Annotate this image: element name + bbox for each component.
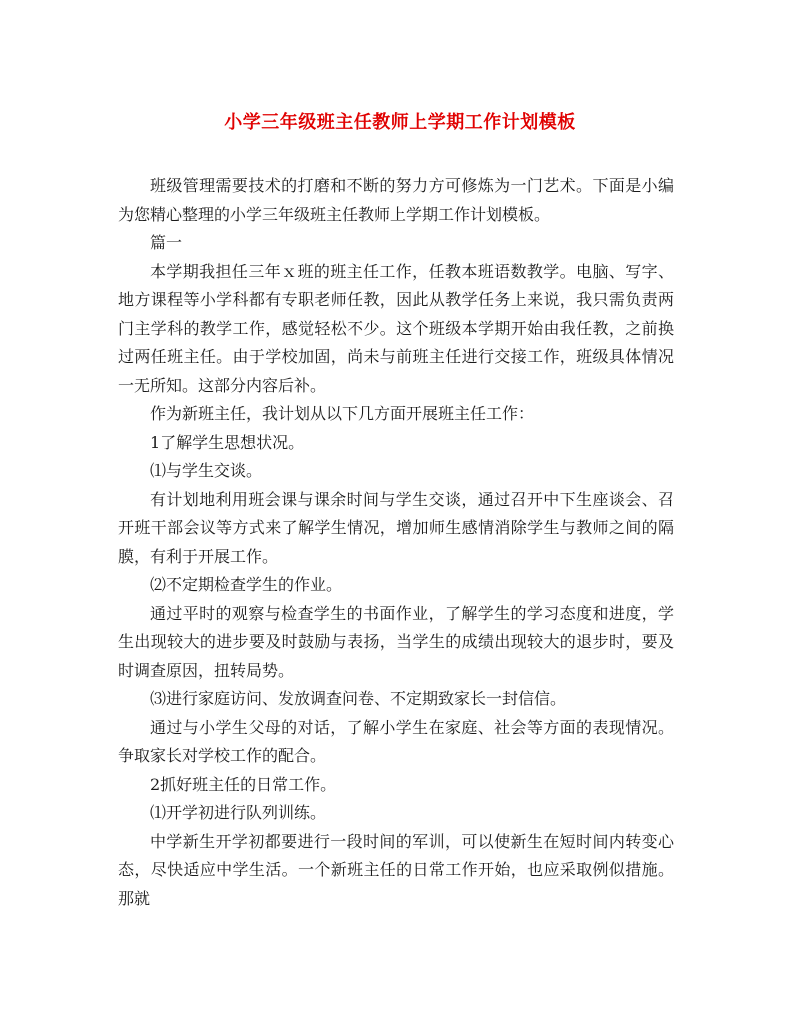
sub-item-1: ⑴与学生交谈。 [150, 461, 263, 480]
document-title: 小学三年级班主任教师上学期工作计划模板 [224, 112, 576, 133]
paragraph-plan-intro: 作为新班主任，我计划从以下几方面开展班主任工作： [150, 404, 535, 423]
document-body [118, 172, 674, 913]
sub-item-drill: ⑴开学初进行队列训练。 [150, 803, 327, 822]
sub-item-2: ⑵不定期检查学生的作业。 [150, 575, 343, 594]
sub-item-3: ⑶进行家庭访问、发放调查问卷、不定期致家长一封信信。 [150, 689, 567, 708]
paragraph-check-homework: 通过平时的观察与检查学生的书面作业，了解学生的学习态度和进度，学生出现较大的进步要及时鼓励与表扬，当学生的成绩出现较大的退步时，要及时调查原因，扭转局势。 [118, 603, 674, 680]
paragraph-talk-with-students: 有计划地利用班会课与课余时间与学生交谈，通过召开中下生座谈会、召开班干部会议等方式来了解学生情况，增加师生感情消除学生与教师之间的隔膜，有利于开展工作。 [118, 489, 674, 566]
paragraph-intro: 班级管理需要技术的打磨和不断的努力方可修炼为一门艺术。下面是小编为您精心整理的小学三年级班主任教师上学期工作计划模板。 [118, 176, 674, 224]
paragraph-parent-communication: 通过与小学生父母的对话，了解小学生在家庭、社会等方面的表现情况。争取家长对学校工作的配合。 [118, 717, 674, 765]
list-heading-2: 2抓好班主任的日常工作。 [150, 774, 337, 794]
section-heading-part-one: 篇一 [150, 233, 183, 252]
paragraph-military-training: 中学新生开学初都要进行一段时间的军训，可以使新生在短时间内转变心态，尽快适应中学生活。一个新班主任的日常工作开始，也应采取例似措施。那就 [118, 831, 674, 908]
list-heading-1: 1了解学生思想状况。 [150, 432, 305, 452]
paragraph-class-situation: 本学期我担任三年ｘ班的班主任工作，任教本班语数教学。电脑、写字、地方课程等小学科都有专职老师任教，因此从教学任务上来说，我只需负责两门主学科的教学工作，感觉轻松不少。这个班级本学期开始由我任教，之前换过两任班主任。由于学校加固，尚未与前班主任进行交接工作，班级具体情况一无所知。这部分内容后补。 [118, 261, 674, 395]
